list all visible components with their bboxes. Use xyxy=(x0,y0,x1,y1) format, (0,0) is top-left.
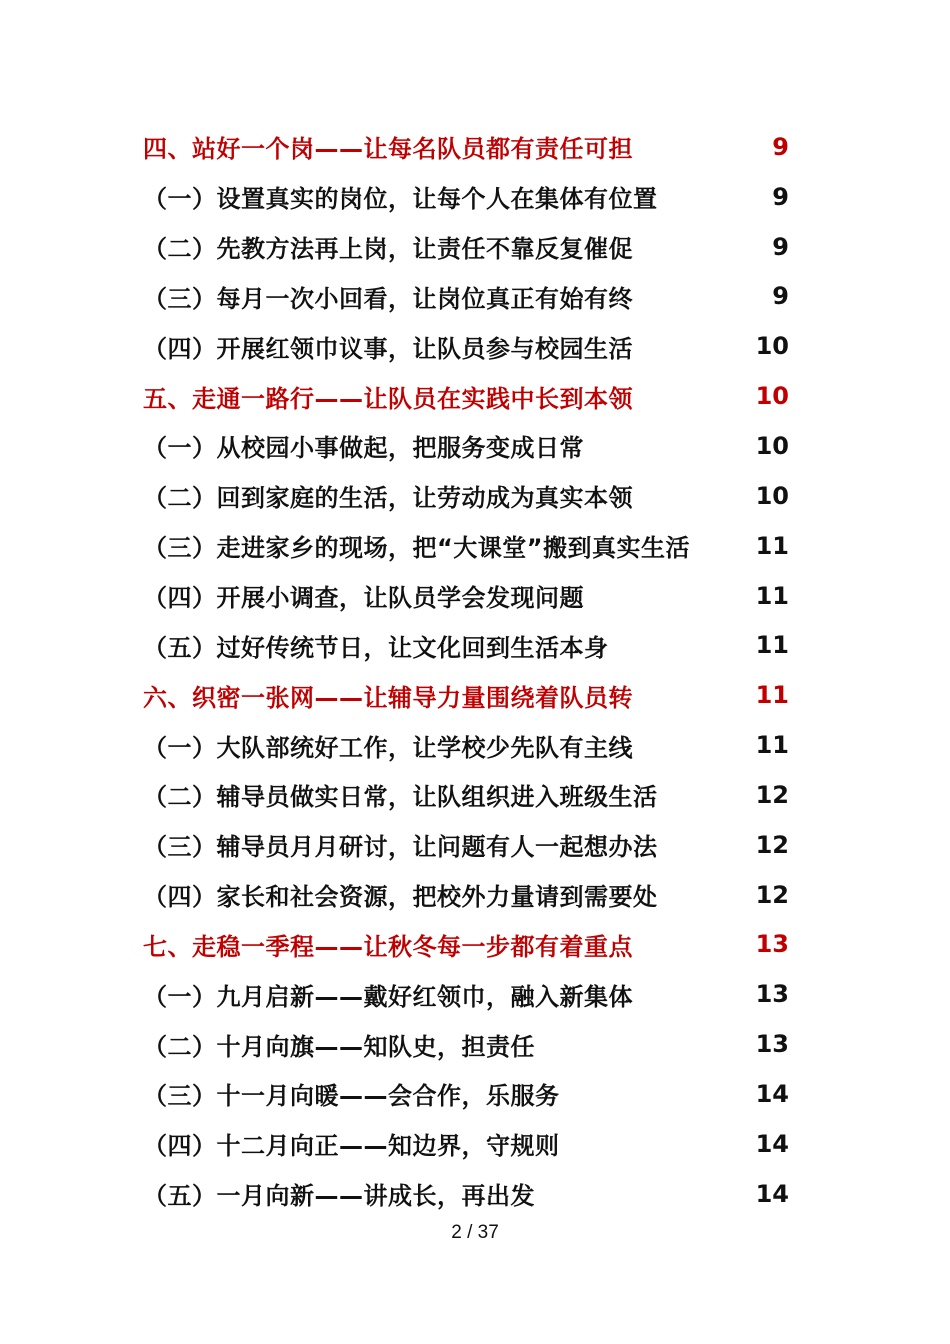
toc-entry[interactable] xyxy=(143,222,793,272)
toc-entry-title: 四、站好一个岗——让每名队员都有责任可担 xyxy=(143,135,633,164)
table-of-contents xyxy=(143,122,793,1219)
toc-entry-page: 9 xyxy=(772,182,789,211)
toc-entry-title: （一）大队部统好工作，让学校少先队有主线 xyxy=(143,733,633,762)
toc-entry[interactable] xyxy=(143,471,793,521)
toc-entry-title: （三）每月一次小回看，让岗位真正有始有终 xyxy=(143,284,633,313)
toc-entry-page: 14 xyxy=(755,1129,789,1158)
toc-entry[interactable] xyxy=(143,172,793,222)
toc-entry-page: 10 xyxy=(755,481,789,510)
toc-entry[interactable] xyxy=(143,571,793,621)
toc-entry-page: 11 xyxy=(755,581,789,610)
toc-entry-title: （四）十二月向正——知边界，守规则 xyxy=(143,1132,560,1161)
toc-entry-title: （四）家长和社会资源，把校外力量请到需要处 xyxy=(143,883,658,912)
toc-entry-title: （五）一月向新——讲成长，再出发 xyxy=(143,1182,535,1211)
toc-entry[interactable] xyxy=(143,1119,793,1169)
toc-entry-page: 11 xyxy=(755,531,789,560)
toc-section-heading[interactable] xyxy=(143,371,793,421)
toc-entry-page: 11 xyxy=(755,681,789,710)
toc-section-heading[interactable] xyxy=(143,920,793,970)
toc-entry-page: 9 xyxy=(772,132,789,161)
toc-entry[interactable] xyxy=(143,272,793,322)
toc-entry[interactable] xyxy=(143,969,793,1019)
toc-entry-page: 12 xyxy=(755,780,789,809)
toc-entry-page: 9 xyxy=(772,232,789,261)
toc-entry-page: 12 xyxy=(755,830,789,859)
toc-entry[interactable] xyxy=(143,421,793,471)
toc-entry[interactable] xyxy=(143,720,793,770)
toc-entry-page: 10 xyxy=(755,431,789,460)
toc-entry-page: 9 xyxy=(772,282,789,311)
toc-entry[interactable] xyxy=(143,770,793,820)
toc-entry-title: （四）开展红领巾议事，让队员参与校园生活 xyxy=(143,334,633,363)
toc-entry-title: （三）十一月向暖——会合作，乐服务 xyxy=(143,1082,560,1111)
toc-entry-title: （二）先教方法再上岗，让责任不靠反复催促 xyxy=(143,235,633,264)
toc-entry[interactable] xyxy=(143,820,793,870)
toc-entry-page: 11 xyxy=(755,731,789,760)
toc-entry-title: （一）从校园小事做起，把服务变成日常 xyxy=(143,434,584,463)
toc-entry[interactable] xyxy=(143,521,793,571)
toc-entry-title: 六、织密一张网——让辅导力量围绕着队员转 xyxy=(143,683,633,712)
toc-entry-page: 14 xyxy=(755,1079,789,1108)
toc-entry-title: （二）十月向旗——知队史，担责任 xyxy=(143,1032,535,1061)
toc-entry-page: 10 xyxy=(755,382,789,411)
toc-entry-title: （二）辅导员做实日常，让队组织进入班级生活 xyxy=(143,783,658,812)
toc-entry-title: （一）九月启新——戴好红领巾，融入新集体 xyxy=(143,982,633,1011)
toc-entry-page: 13 xyxy=(755,930,789,959)
toc-entry-title: （四）开展小调查，让队员学会发现问题 xyxy=(143,584,584,613)
toc-entry-title: （三）辅导员月月研讨，让问题有人一起想办法 xyxy=(143,833,658,862)
page-number: 2 / 37 xyxy=(451,1222,499,1243)
toc-entry-page: 13 xyxy=(755,1030,789,1059)
toc-entry-page: 10 xyxy=(755,332,789,361)
toc-entry[interactable] xyxy=(143,620,793,670)
toc-entry-title: 七、走稳一季程——让秋冬每一步都有着重点 xyxy=(143,932,633,961)
toc-entry-title: （一）设置真实的岗位，让每个人在集体有位置 xyxy=(143,185,658,214)
toc-entry[interactable] xyxy=(143,321,793,371)
toc-section-heading[interactable] xyxy=(143,670,793,720)
toc-entry[interactable] xyxy=(143,1069,793,1119)
toc-entry-page: 11 xyxy=(755,631,789,660)
toc-entry-page: 14 xyxy=(755,1179,789,1208)
toc-entry[interactable] xyxy=(143,1169,793,1219)
toc-section-heading[interactable] xyxy=(143,122,793,172)
toc-entry-page: 13 xyxy=(755,980,789,1009)
toc-entry-page: 12 xyxy=(755,880,789,909)
toc-entry[interactable] xyxy=(143,870,793,920)
toc-entry[interactable] xyxy=(143,1019,793,1069)
toc-entry-title: （二）回到家庭的生活，让劳动成为真实本领 xyxy=(143,484,633,513)
toc-entry-title: （五）过好传统节日，让文化回到生活本身 xyxy=(143,633,609,662)
toc-entry-title: （三）走进家乡的现场，把“大课堂”搬到真实生活 xyxy=(143,534,691,563)
toc-entry-title: 五、走通一路行——让队员在实践中长到本领 xyxy=(143,384,633,413)
